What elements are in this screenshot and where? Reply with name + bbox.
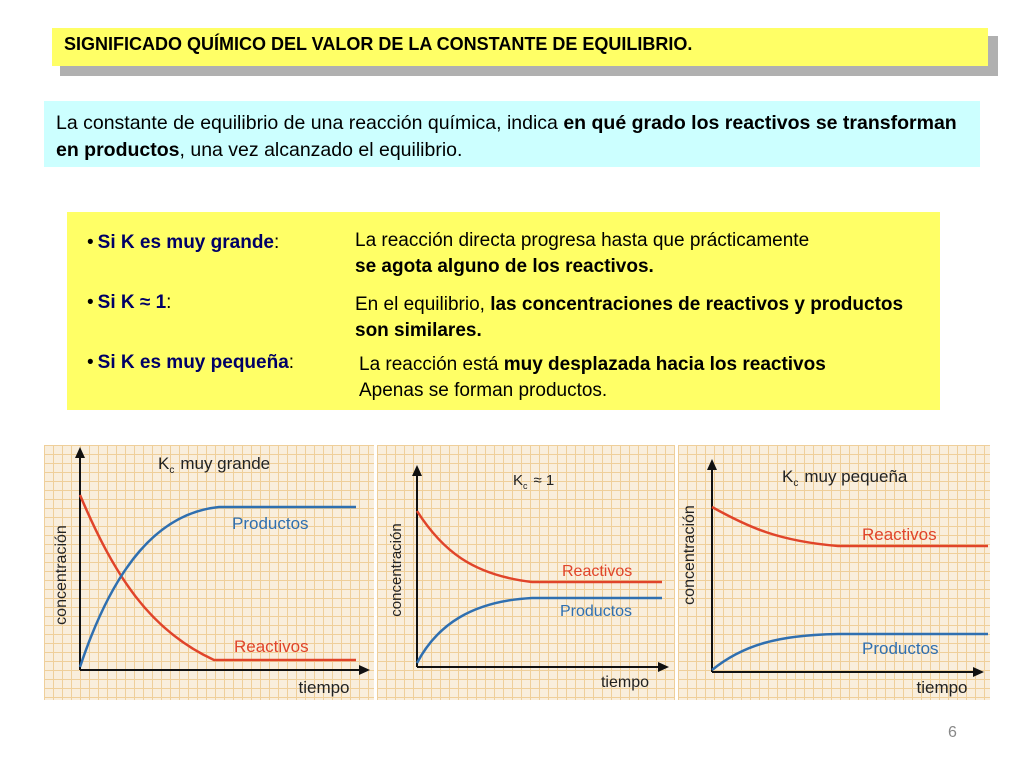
desc-text: La reacción directa progresa hasta que prácticamente [355, 230, 810, 251]
intro-text-2: , una vez alcanzado el equilibrio. [179, 139, 463, 161]
graph-k-large [44, 445, 374, 700]
y-axis-label: concentración [388, 523, 405, 617]
graph-title [158, 454, 270, 476]
bullet-k-small [87, 352, 294, 374]
graph-title-text: ≈ 1 [533, 472, 555, 489]
bullet-label: Si K ≈ 1 [97, 292, 167, 313]
desc-text-bold: muy desplazada hacia los reactivos [503, 354, 826, 375]
bullet-colon: : [288, 352, 295, 373]
series-label-productos: Productos [862, 639, 939, 658]
graph-title [782, 467, 908, 489]
graph-title [513, 472, 554, 491]
graph-title-text: muy grande [180, 454, 271, 473]
bullet-dot-icon: • [87, 232, 94, 253]
series-label-productos: Productos [232, 514, 309, 533]
bullet-colon: : [166, 292, 172, 313]
slide-title: SIGNIFICADO QUÍMICO DEL VALOR DE LA CONSTANTE DE EQUILIBRIO. [52, 28, 988, 66]
desc-k-large [355, 228, 809, 280]
desc-text-2: Apenas se forman productos. [359, 380, 608, 401]
y-axis-arrow-icon [75, 447, 85, 458]
graph-k-one [377, 445, 675, 700]
intro-paragraph [44, 101, 980, 167]
k-symbol: K [782, 467, 794, 486]
y-axis-label: concentración [53, 525, 70, 625]
desc-text: La reacción está [359, 354, 504, 375]
desc-k-small [359, 352, 826, 404]
intro-text-1: La constante de equilibrio de una reacción química, indica [56, 112, 564, 134]
k-symbol: K [513, 472, 524, 489]
x-axis-arrow-icon [658, 662, 669, 672]
k-subscript: c [523, 481, 528, 491]
series-label-reactivos: Reactivos [562, 563, 633, 580]
series-label-productos: Productos [560, 603, 633, 620]
y-axis-label: concentración [681, 505, 698, 605]
bullet-colon: : [274, 232, 280, 253]
x-axis-arrow-icon [359, 665, 370, 675]
desc-text-bold: se agota alguno de los reactivos. [355, 256, 654, 277]
x-axis-label: tiempo [600, 674, 650, 691]
desc-text-bold: las concentraciones de reactivos y productos son similares. [355, 294, 904, 341]
x-axis-label: tiempo [916, 678, 968, 697]
bullet-k-large [87, 232, 279, 254]
cases-box [67, 212, 940, 410]
desc-text: En el equilibrio, [355, 294, 491, 315]
bullet-dot-icon: • [87, 352, 94, 373]
k-symbol: K [158, 454, 170, 473]
page-number: 6 [948, 724, 957, 741]
k-subscript: c [793, 478, 799, 489]
productos-curve [80, 507, 356, 667]
bullet-k-one [87, 292, 171, 314]
graph-k-small-svg [678, 445, 990, 700]
k-subscript: c [169, 465, 175, 476]
y-axis-arrow-icon [707, 459, 717, 470]
x-axis-arrow-icon [973, 667, 984, 677]
graph-k-large-svg [44, 445, 374, 700]
graph-title-text: muy pequeña [804, 467, 908, 486]
series-label-reactivos: Reactivos [234, 637, 309, 656]
bullet-dot-icon: • [87, 292, 94, 313]
y-axis-arrow-icon [412, 465, 422, 476]
intro-text-bold: en qué grado los reactivos se transforman en productos [56, 112, 957, 161]
bullet-label: Si K es muy grande [97, 232, 274, 253]
series-label-reactivos: Reactivos [862, 525, 937, 544]
reactivos-curve [712, 507, 988, 546]
x-axis-label: tiempo [298, 678, 350, 697]
graph-k-one-svg [377, 445, 675, 700]
productos-curve [712, 634, 988, 670]
graph-k-small [678, 445, 990, 700]
desc-k-one [355, 292, 940, 344]
bullet-label: Si K es muy pequeña [97, 352, 289, 373]
